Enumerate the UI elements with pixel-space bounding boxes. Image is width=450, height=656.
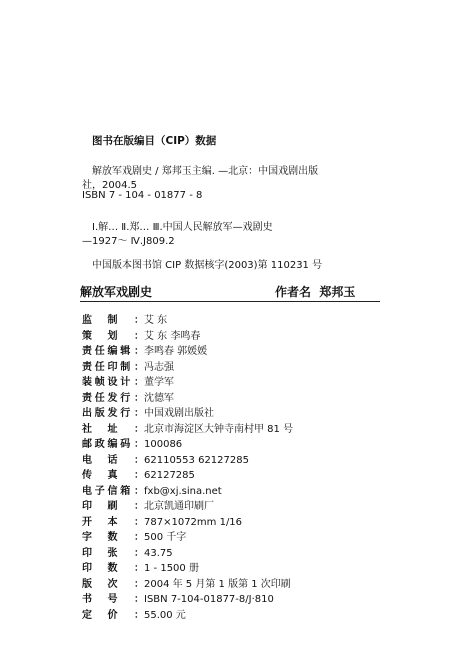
credit-value: 100086	[144, 439, 183, 450]
credit-label: 责 任 发 行 ：	[82, 392, 144, 404]
credit-value: 43.75	[144, 547, 173, 559]
credit-value: ISBN 7-104-01877-8/J·810	[144, 594, 274, 605]
credit-label: 监 制 ：	[82, 315, 144, 326]
credits-list	[82, 313, 293, 623]
credit-value: 艾 东	[144, 315, 168, 326]
credit-value: 艾 东 李鸣春	[144, 330, 201, 342]
credit-value: 62127285	[144, 470, 195, 481]
credit-label: 责 任 印 制 ：	[82, 361, 144, 373]
credit-row	[82, 360, 293, 376]
credit-row	[82, 592, 293, 608]
credit-label: 印 张 ：	[82, 547, 144, 559]
cip-line-2: 社，2004.5	[82, 180, 137, 191]
credit-label: 电 话 ：	[82, 454, 144, 466]
credit-value: 787×1072mm 1/16	[144, 516, 243, 528]
credit-row	[82, 468, 293, 484]
credit-value: 1 - 1500 册	[144, 563, 199, 574]
author-name: 郑邦玉	[319, 285, 356, 299]
book-title-row	[80, 283, 380, 300]
cip-line-isbn: ISBN 7 - 104 - 01877 - 8	[82, 190, 203, 201]
credit-label: 策 划 ：	[82, 330, 144, 342]
book-author	[275, 283, 355, 300]
credit-value: 沈德军	[144, 392, 174, 404]
credit-row	[82, 515, 293, 531]
credit-row	[82, 499, 293, 515]
credit-row	[82, 577, 293, 593]
credit-row	[82, 406, 293, 422]
credit-value: 500 千字	[144, 532, 187, 543]
credit-row	[82, 375, 293, 391]
credit-label: 版 次 ：	[82, 578, 144, 590]
credit-label: 传 真 ：	[82, 470, 144, 481]
credit-label: 定 价 ：	[82, 609, 144, 621]
credit-row	[82, 344, 293, 360]
cip-data-number: 中国版本图书馆 CIP 数据核字(2003)第 110231 号	[92, 260, 323, 271]
credit-value: 中国戏剧出版社	[144, 408, 214, 419]
credit-row	[82, 422, 293, 438]
credit-value: 2004 年 5 月第 1 版第 1 次印刷	[144, 578, 291, 590]
cip-line-classification-2: —1927～ Ⅳ.J809.2	[82, 236, 175, 247]
credit-label: 印 刷 ：	[82, 501, 144, 512]
credit-row	[82, 608, 293, 624]
credit-row	[82, 329, 293, 345]
cip-line-classification: Ⅰ.解… Ⅱ.郑… Ⅲ.中国人民解放军—戏剧史	[92, 222, 273, 233]
credit-value: 冯志强	[144, 361, 174, 373]
credit-row	[82, 530, 293, 546]
credit-value: 北京市海淀区大钟寺南村甲 81 号	[144, 423, 294, 435]
credit-row	[82, 391, 293, 407]
credit-label: 开 本 ：	[82, 516, 144, 528]
credit-row	[82, 313, 293, 329]
credit-label: 书 号 ：	[82, 594, 144, 605]
credit-label: 社 址 ：	[82, 423, 144, 435]
credit-value: 55.00 元	[144, 609, 186, 621]
author-label: 作者名	[275, 285, 312, 299]
credit-label: 字 数 ：	[82, 532, 144, 543]
book-title: 解放军戏剧史	[80, 285, 153, 299]
credit-label: 印 数 ：	[82, 563, 144, 574]
credit-value: 董学军	[144, 377, 174, 388]
credit-row	[82, 484, 293, 500]
credit-row	[82, 453, 293, 469]
credit-label: 出 版 发 行 ：	[82, 408, 144, 419]
title-divider	[80, 301, 380, 302]
credit-label: 责 任 编 辑 ：	[82, 346, 144, 357]
credit-value: fxb@xj.sina.net	[144, 485, 222, 497]
credit-row	[82, 546, 293, 562]
credit-label: 邮 政 编 码 ：	[82, 439, 144, 450]
credit-row	[82, 437, 293, 453]
credit-label: 装 帧 设 计 ：	[82, 377, 144, 388]
credit-value: 北京凯通印刷厂	[144, 501, 214, 512]
credit-label: 电 子 信 箱 ：	[82, 485, 144, 497]
credit-value: 李鸣春 郭媛媛	[144, 346, 208, 357]
credit-row	[82, 561, 293, 577]
cip-line-1: 解放军戏剧史 / 郑邦玉主编. —北京：中国戏剧出版	[92, 166, 319, 177]
credit-value: 62110553 62127285	[144, 454, 249, 466]
cip-heading: 图书在版编目（CIP）数据	[92, 135, 217, 147]
